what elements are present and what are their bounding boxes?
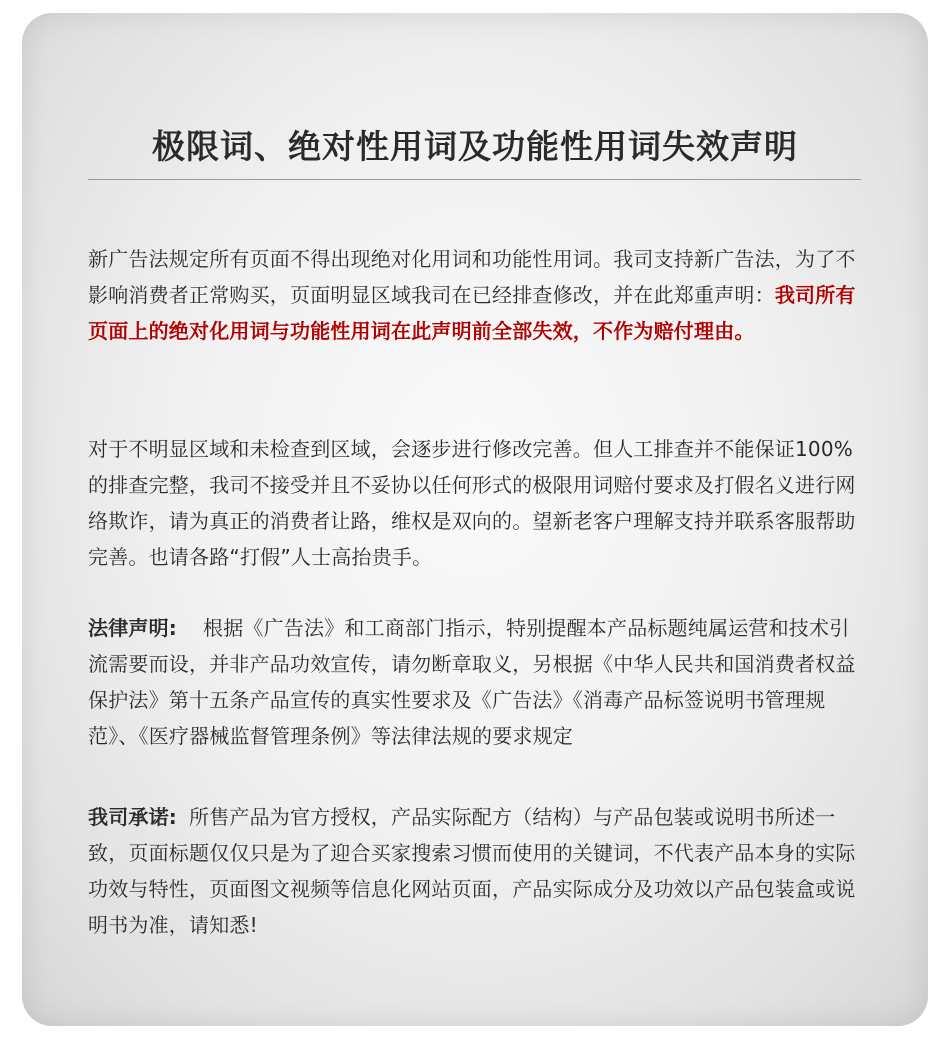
paragraph-company-promise (88, 799, 863, 943)
statement-card (22, 13, 928, 1026)
paragraph-ad-law (88, 241, 863, 349)
legal-statement-label: 法律声明: (88, 616, 177, 640)
paragraph-gradual-fix: 对于不明显区域和未检查到区域，会逐步进行修改完善。但人工排查并不能保证100%的排查完整，我司不接受并且不妥协以任何形式的极限用词赔付要求及打假名义进行网络欺诈，请为真正的消费者让路，维权是双向的。望新老客户理解支持并联系客服帮助完善。也请各路“打假”人士高抬贵手。 (88, 437, 856, 569)
company-promise-text: 所售产品为官方授权，产品实际配方（结构）与产品包装或说明书所述一致，页面标题仅仅只是为了迎合买家搜索习惯而使用的关键词，不代表产品本身的实际功效与特性，页面图文视频等信息化网站页面，产品实际成分及功效以产品包装盒或说明书为准，请知悉! (88, 805, 856, 937)
paragraph-legal-statement (88, 610, 863, 754)
page-title: 极限词、绝对性用词及功能性用词失效声明 (152, 127, 798, 166)
company-promise-label: 我司承诺: (88, 805, 177, 829)
ad-law-text: 新广告法规定所有页面不得出现绝对化用词和功能性用词。我司支持新广告法，为了不影响消费者正常购买，页面明显区域我司在已经排查修改，并在此郑重声明： (88, 247, 856, 307)
title-divider (88, 179, 861, 180)
invalidation-highlight: 我司所有页面上的绝对化用词与功能性用词在此声明前全部失效，不作为赔付理由。 (88, 283, 856, 343)
legal-statement-text: 根据《广告法》和工商部门指示，特别提醒本产品标题纯属运营和技术引流需要而设，并非产品功效宣传，请勿断章取义，另根据《中华人民共和国消费者权益保护法》第十五条产品宣传的真实性要求及《广告法》《消毒产品标签说明书管理规范》、《医疗器械监督管理条例》等法律法规的要求规定 (88, 616, 856, 748)
